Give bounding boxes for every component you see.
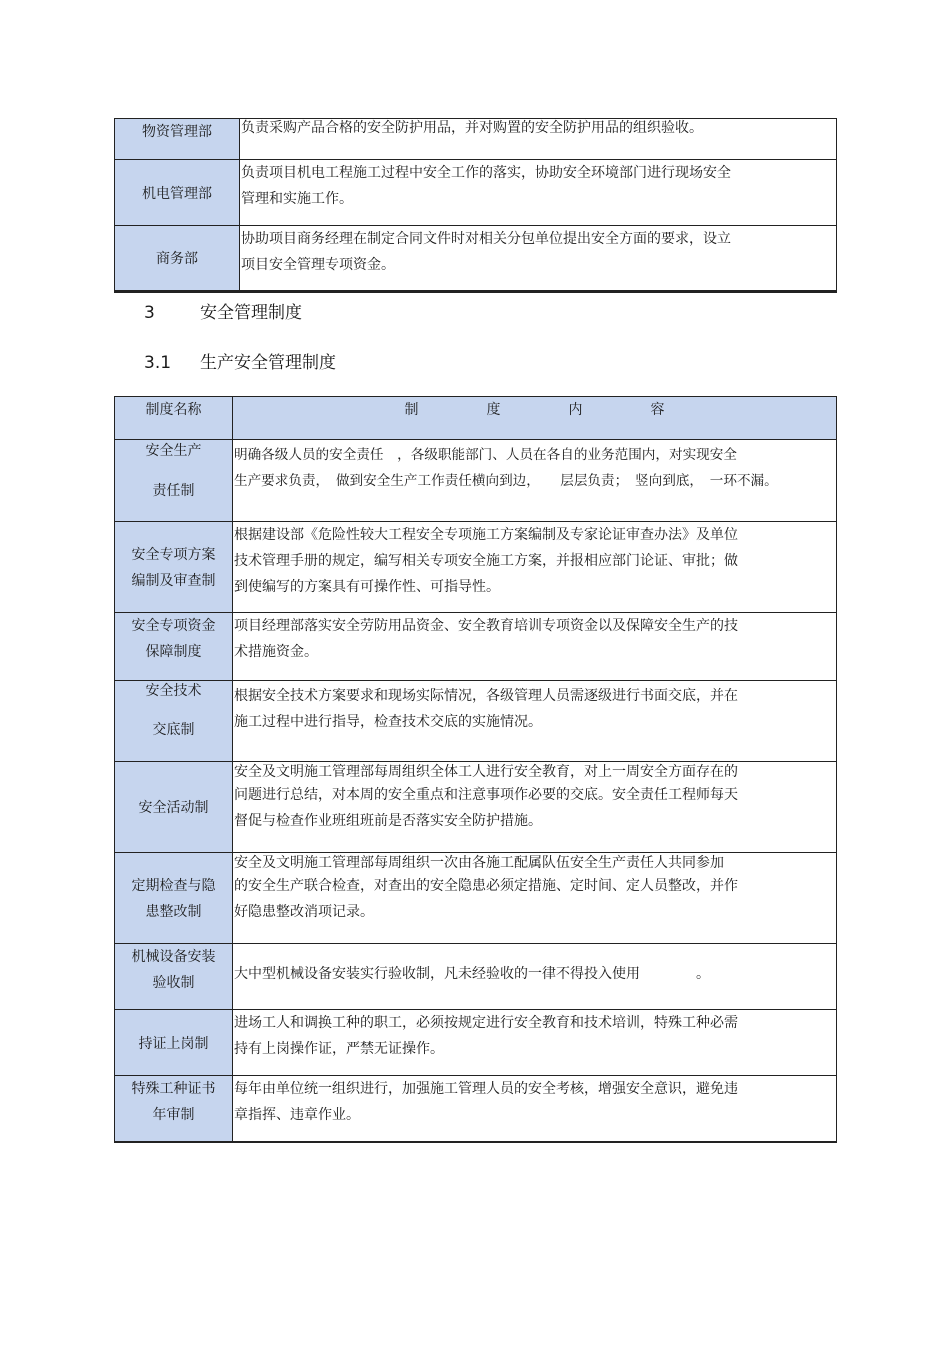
content-line: 项目经理部落实安全劳防用品资金、安全教育培训专项资金以及保障安全生产的技: [234, 618, 738, 634]
content-line: 进场工人和调换工种的职工，必须按规定进行安全教育和技术培训，特殊工种必需: [234, 1015, 738, 1031]
table-row: [115, 522, 837, 613]
system-name: [115, 853, 233, 944]
content-line: 明确各级人员的安全责任 ，各级职能部门、人员在各自的业务范围内，对实现安全: [234, 447, 737, 463]
system-name: [115, 944, 233, 1010]
content-line: 持有上岗操作证，严禁无证操作。: [234, 1041, 444, 1057]
content-line: 督促与检查作业班组班前是否落实安全防护措施。: [234, 813, 542, 829]
table-row: [115, 119, 837, 160]
header-char: 制: [404, 402, 419, 418]
table-row: [115, 762, 837, 853]
system-name-line: 年审制: [152, 1107, 195, 1123]
system-content: [233, 522, 837, 613]
header-content: [233, 397, 837, 440]
content-line: 施工过程中进行指导，检查技术交底的实施情况。: [234, 714, 542, 730]
content-line: 每年由单位统一组织进行，加强施工管理人员的安全考核，增强安全意识，避免违: [234, 1081, 738, 1097]
system-name-line: 特殊工种证书: [131, 1081, 216, 1097]
safety-system-table: [114, 396, 837, 1143]
header-char: 容: [650, 402, 665, 418]
system-name-line: 安全技术: [145, 683, 202, 699]
table-row: [115, 681, 837, 762]
dept-name: 机电管理部: [115, 160, 240, 226]
dept-duty: 负责采购产品合格的安全防护用品，并对购置的安全防护用品的组织验收。: [240, 119, 837, 160]
content-line: 到使编写的方案具有可操作性、可指导性。: [234, 579, 500, 595]
section-number: 3.1: [144, 353, 172, 373]
system-name-line: 安全专项方案: [131, 547, 216, 563]
table-row: [115, 1076, 837, 1142]
system-name-line: 安全生产: [145, 443, 202, 459]
system-name: 安全活动制: [115, 762, 233, 853]
table-row: [115, 226, 837, 292]
content-line: 根据安全技术方案要求和现场实际情况，各级管理人员需逐级进行书面交底，并在: [234, 688, 738, 704]
system-name: [115, 1076, 233, 1142]
system-name-line: 验收制: [152, 975, 195, 991]
table-row: [115, 440, 837, 522]
system-name: [115, 613, 233, 681]
table-row: [115, 1010, 837, 1076]
system-name: [115, 681, 233, 762]
system-name-line: 定期检查与隐: [131, 878, 216, 894]
content-line: 问题进行总结，对本周的安全重点和注意事项作必要的交底。安全责任工程师每天: [234, 787, 738, 803]
dept-name: 物资管理部: [115, 119, 240, 160]
section-heading-3-1: [144, 348, 336, 373]
system-name-line: 交底制: [152, 722, 195, 738]
duty-line: 负责项目机电工程施工过程中安全工作的落实，协助安全环境部门进行现场安全: [241, 165, 731, 181]
content-line: 根据建设部《危险性较大工程安全专项施工方案编制及专家论证审查办法》及单位: [234, 527, 738, 543]
content-line: 技术管理手册的规定，编写相关专项安全施工方案，并报相应部门论证、审批；做: [234, 553, 738, 569]
table-row: [115, 853, 837, 944]
system-content: [233, 1010, 837, 1076]
content-line: 生产要求负责， 做到安全生产工作责任横向到边， 层层负责； 竖向到底， 一环不漏。: [234, 473, 778, 489]
table-row: [115, 944, 837, 1010]
system-content: [233, 1076, 837, 1142]
system-name-line: 责任制: [152, 483, 195, 499]
department-duty-table: [114, 118, 837, 293]
system-content: [233, 681, 837, 762]
content-line: 的安全生产联合检查，对查出的安全隐患必须定措施、定时间、定人员整改，并作: [234, 878, 738, 894]
duty-line: 项目安全管理专项资金。: [241, 257, 395, 273]
content-line: 章指挥、违章作业。: [234, 1107, 360, 1123]
section-title: 生产安全管理制度: [200, 353, 336, 373]
content-line: 安全及文明施工管理部每周组织全体工人进行安全教育，对上一周安全方面存在的: [234, 764, 738, 780]
content-line: 术措施资金。: [234, 644, 318, 660]
system-content: [233, 762, 837, 853]
table-row: [115, 160, 837, 226]
system-content: [233, 853, 837, 944]
table-row: [115, 613, 837, 681]
header-char: 内: [568, 402, 583, 418]
section-title: 安全管理制度: [200, 303, 302, 323]
system-name-line: 保障制度: [145, 644, 202, 660]
content-line: 安全及文明施工管理部每周组织一次由各施工配属队伍安全生产责任人共同参加: [234, 855, 724, 871]
dept-name: 商务部: [115, 226, 240, 292]
system-name-line: 患整改制: [145, 904, 202, 920]
dept-duty: [240, 226, 837, 292]
duty-line: 管理和实施工作。: [241, 191, 353, 207]
system-name: [115, 440, 233, 522]
section-number: 3: [144, 303, 155, 323]
content-line: 大中型机械设备安装实行验收制，凡未经验收的一律不得投入使用 。: [234, 965, 710, 982]
system-content: [233, 440, 837, 522]
header-system-name: 制度名称: [115, 397, 233, 440]
system-content: [233, 944, 837, 1010]
dept-duty: [240, 160, 837, 226]
system-name-line: 机械设备安装: [131, 949, 216, 965]
table-header-row: [115, 397, 837, 440]
system-name: 持证上岗制: [115, 1010, 233, 1076]
system-name: [115, 522, 233, 613]
header-char: 度: [486, 402, 501, 418]
section-heading-3: [144, 298, 302, 323]
system-name-line: 编制及审查制: [131, 573, 216, 589]
content-line: 好隐患整改消项记录。: [234, 904, 374, 920]
duty-line: 协助项目商务经理在制定合同文件时对相关分包单位提出安全方面的要求，设立: [241, 231, 731, 247]
system-content: [233, 613, 837, 681]
system-name-line: 安全专项资金: [131, 618, 216, 634]
